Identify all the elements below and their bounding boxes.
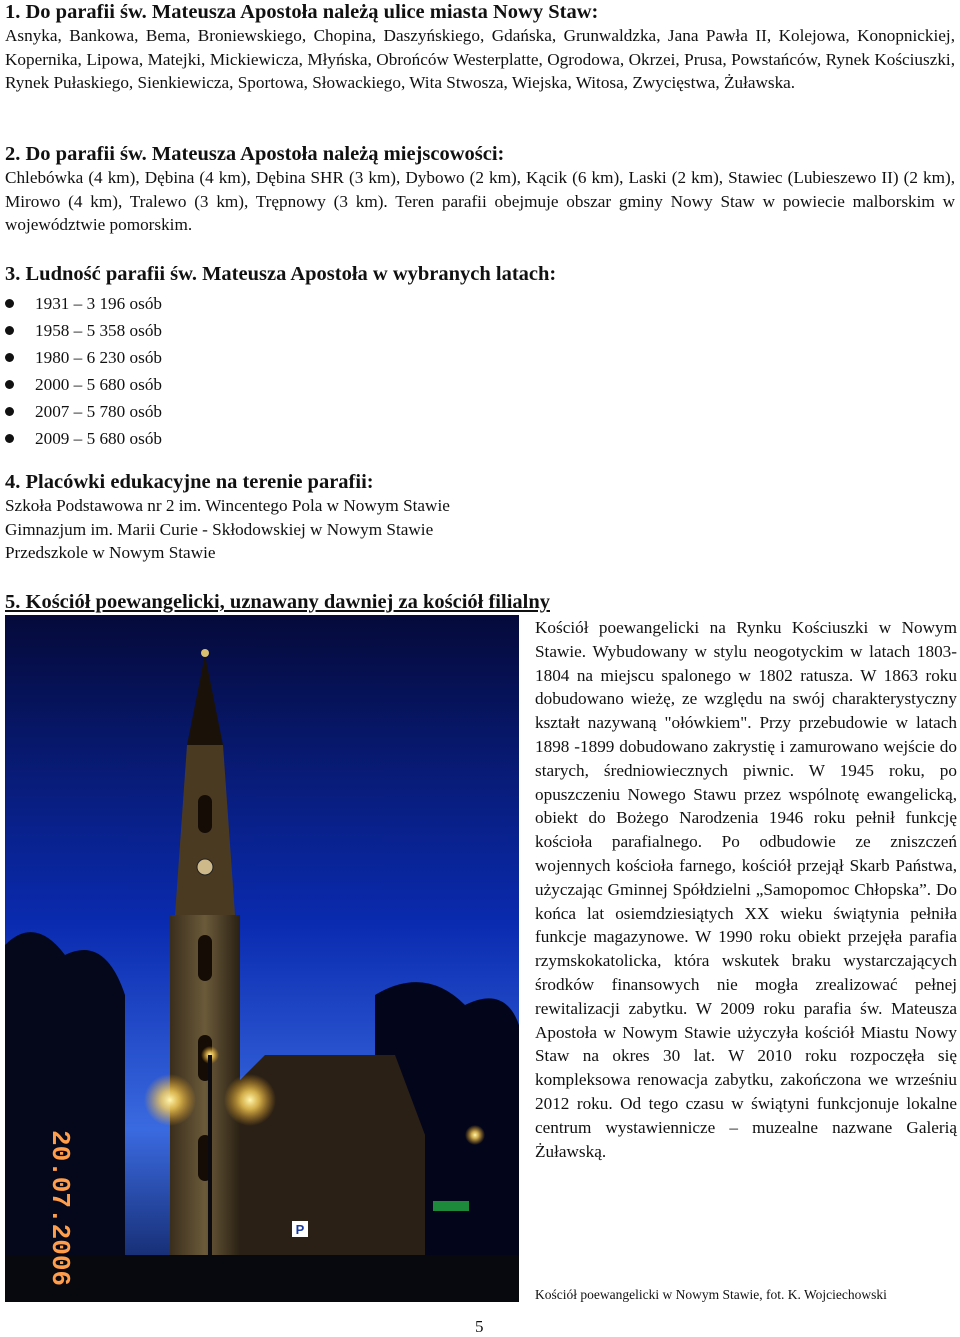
clock-icon bbox=[197, 859, 213, 875]
section-heading: 4. Placówki edukacyjne na terenie parafii: bbox=[5, 471, 374, 493]
section-streets bbox=[5, 0, 955, 95]
section-heading: 1. Do parafii św. Mateusza Apostoła należą ulice miasta Nowy Staw: bbox=[5, 1, 599, 23]
school-line: Gimnazjum im. Marii Curie - Skłodowskiej w Nowym Stawie bbox=[5, 519, 434, 539]
list-item: 1931 – 3 196 osób bbox=[5, 290, 955, 317]
list-item: 1980 – 6 230 osób bbox=[5, 344, 955, 371]
section-heading: 3. Ludność parafii św. Mateusza Apostoła w wybranych latach: bbox=[5, 263, 557, 285]
bullet-icon bbox=[5, 326, 14, 335]
bullet-icon bbox=[5, 353, 14, 362]
locality-list: Chlebówka (4 km), Dębina (4 km), Dębina SHR (3 km), Dybowo (2 km), Kącik (6 km), Laski (2 km), Stawiec (Lubieszewo II) (2 km), Mirowo (4 km), Tralewo (3 km), Trępnowy (3 km). Teren parafii obejmuje obszar gminy Nowy Staw w powiecie malborskim w województwie pomorskim. bbox=[5, 168, 955, 235]
section-population bbox=[5, 262, 955, 452]
lamp-glow bbox=[465, 1125, 485, 1145]
population-list bbox=[5, 290, 955, 452]
spire-ornament bbox=[201, 649, 209, 657]
parking-sign-label: P bbox=[295, 1222, 305, 1237]
bullet-icon bbox=[5, 407, 14, 416]
street-sign bbox=[433, 1201, 469, 1211]
section-church bbox=[5, 590, 955, 614]
list-item: 2009 – 5 680 osób bbox=[5, 425, 955, 452]
church-photo bbox=[5, 615, 519, 1302]
list-item: 2007 – 5 780 osób bbox=[5, 398, 955, 425]
lamp-glow bbox=[224, 1074, 276, 1126]
school-line: Przedszkole w Nowym Stawie bbox=[5, 543, 216, 563]
photo-date-stamp: 20.07.2006 bbox=[45, 1130, 75, 1287]
tower-window bbox=[198, 935, 212, 981]
section-localities bbox=[5, 142, 955, 237]
page-number: 5 bbox=[475, 1317, 484, 1336]
tower-window bbox=[198, 795, 212, 833]
bullet-icon bbox=[5, 299, 14, 308]
list-item: 1958 – 5 358 osób bbox=[5, 317, 955, 344]
ground bbox=[5, 1255, 519, 1302]
section-heading: 2. Do parafii św. Mateusza Apostoła należą miejscowości: bbox=[5, 143, 505, 165]
lamp-glow bbox=[144, 1074, 196, 1126]
school-line: Szkoła Podstawowa nr 2 im. Wincentego Pola w Nowym Stawie bbox=[5, 496, 450, 515]
street-list: Asnyka, Bankowa, Bema, Broniewskiego, Chopina, Daszyńskiego, Gdańska, Grunwaldzka, Jana Pawła II, Kolejowa, Konopnickiej, Kopernika, Lipowa, Matejki, Mickiewicza, Młyńska, Obrońców Westerplatte, Ogrodowa, Okrzei, Prusa, Powstańców, Rynek Kościuszki, Rynek Pułaskiego, Sienkiewicza, Sportowa, Słowackiego, Wita Stwosza, Wiejska, Witosa, Zwycięstwa, Żuławska. bbox=[5, 26, 955, 93]
bullet-icon bbox=[5, 380, 14, 389]
photo-caption: Kościół poewangelicki w Nowym Stawie, fot. K. Wojciechowski bbox=[535, 1287, 887, 1302]
church-description: Kościół poewangelicki na Rynku Kościuszki w Nowym Stawie. Wybudowany w stylu neogotyckim w latach 1803-1804 na miejscu spalonego w 1802 ratusza. W 1863 roku dobudowano wieżę, ze względu na swój charakterystyczny kształt nazywaną "ołówkiem". Przy przebudowie w latach 1898 -1899 dobudowano zakrystię i zamurowano wejście do starych, średniowiecznych piwnic. W 1945 roku, po opuszczeniu Nowego Stawu przez wspólnotę ewangelicką, obiekt do Bożego Narodzenia 1946 roku pełnił funkcję kościoła parafialnego. Po odbudowie ze zniszczeń wojennych kościoła farnego, kościół przejął Skarb Państwa, użyczając Gminnej Spółdzielni „Samopomoc Chłopska”. Do końca lat osiemdziesiątych XX wieku świątynia pełniła funkcje magazynowe. W 1990 roku obiekt przejęła parafia rzymskokatolicka, która wskutek braku wystarczających środków finansowych nie mogła zrealizować pełnej rewitalizacji zabytku. W 2009 roku parafia św. Mateusza Apostoła w Nowym Stawie użyczyła kościół Miastu Nowy Staw na okres 30 lat. W 2010 roku rozpoczęła się kompleksowa renowacja zabytku, zakończona we wrześniu 2012 roku. Od tego czasu w świątyni funkcjonuje lokalne centrum wystawiennicze – muzealne nazwane Galerią Żuławską. bbox=[535, 618, 957, 1161]
section-heading: 5. Kościół poewangelicki, uznawany dawniej za kościół filialny bbox=[5, 591, 550, 613]
section-education bbox=[5, 470, 955, 565]
list-item: 2000 – 5 680 osób bbox=[5, 371, 955, 398]
bullet-icon bbox=[5, 434, 14, 443]
